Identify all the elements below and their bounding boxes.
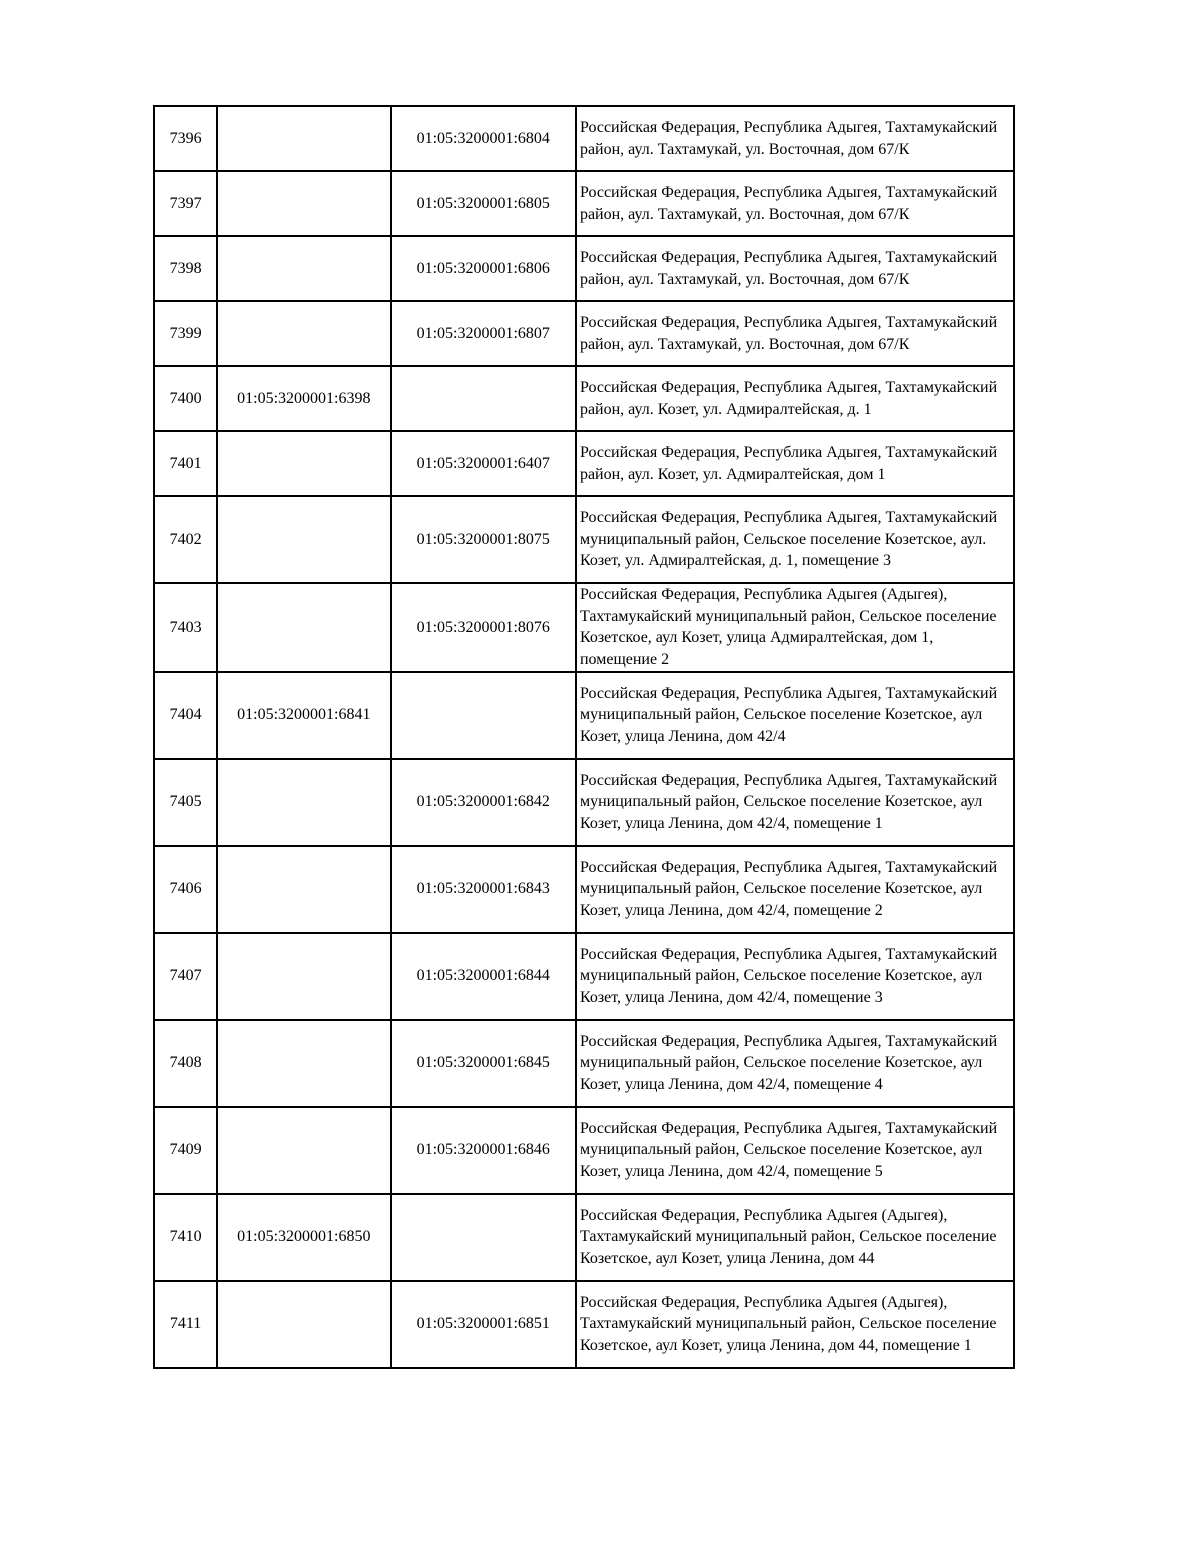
address-cell — [576, 1281, 1014, 1368]
land-cadastral-number-cell — [217, 496, 390, 583]
address-text: Российская Федерация, Республика Адыгея, Тахтамукайский район, аул. Козет, ул. Адмиралтейская, д. 1 — [579, 378, 998, 418]
table-row — [154, 431, 1014, 496]
address-cell — [576, 171, 1014, 236]
table-row — [154, 1107, 1014, 1194]
land-cadastral-number-cell: 01:05:3200001:6850 — [217, 1194, 390, 1281]
row-number-cell: 7409 — [154, 1107, 217, 1194]
land-cadastral-number-cell — [217, 846, 390, 933]
object-cadastral-number-cell: 01:05:3200001:6807 — [391, 301, 576, 366]
row-number-cell: 7402 — [154, 496, 217, 583]
address-text: Российская Федерация, Республика Адыгея, Тахтамукайский муниципальный район, Сельское поселение Козетское, аул Козет, улица Ленина, дом 42/4, помещение 3 — [579, 945, 998, 1007]
table-row — [154, 171, 1014, 236]
land-cadastral-number-cell: 01:05:3200001:6398 — [217, 366, 390, 431]
row-number-cell: 7404 — [154, 672, 217, 759]
table-row — [154, 583, 1014, 672]
address-text: Российская Федерация, Республика Адыгея, Тахтамукайский район, аул. Тахтамукай, ул. Восточная, дом 67/К — [579, 313, 998, 353]
object-cadastral-number-cell — [391, 366, 576, 431]
address-cell — [576, 583, 1014, 672]
row-number-cell: 7406 — [154, 846, 217, 933]
address-cell — [576, 236, 1014, 301]
registry-table — [153, 105, 1015, 1369]
table-row — [154, 933, 1014, 1020]
object-cadastral-number-cell: 01:05:3200001:6806 — [391, 236, 576, 301]
land-cadastral-number-cell — [217, 106, 390, 171]
address-text: Российская Федерация, Республика Адыгея, Тахтамукайский муниципальный район, Сельское поселение Козетское, аул Козет, улица Ленина, дом 42/4 — [579, 684, 998, 746]
address-text: Российская Федерация, Республика Адыгея, Тахтамукайский муниципальный район, Сельское поселение Козетское, аул Козет, улица Ленина, дом 42/4, помещение 1 — [579, 771, 998, 833]
row-number-cell: 7403 — [154, 583, 217, 672]
object-cadastral-number-cell: 01:05:3200001:6805 — [391, 171, 576, 236]
address-cell — [576, 846, 1014, 933]
land-cadastral-number-cell — [217, 1281, 390, 1368]
object-cadastral-number-cell: 01:05:3200001:6846 — [391, 1107, 576, 1194]
row-number-cell: 7407 — [154, 933, 217, 1020]
table-row — [154, 1281, 1014, 1368]
land-cadastral-number-cell — [217, 171, 390, 236]
object-cadastral-number-cell: 01:05:3200001:8075 — [391, 496, 576, 583]
address-cell — [576, 431, 1014, 496]
land-cadastral-number-cell — [217, 301, 390, 366]
address-text: Российская Федерация, Республика Адыгея, Тахтамукайский район, аул. Козет, ул. Адмиралтейская, дом 1 — [579, 443, 998, 483]
table-row — [154, 759, 1014, 846]
table-row — [154, 236, 1014, 301]
address-cell — [576, 1194, 1014, 1281]
row-number-cell: 7396 — [154, 106, 217, 171]
address-cell — [576, 106, 1014, 171]
table-row — [154, 366, 1014, 431]
land-cadastral-number-cell — [217, 236, 390, 301]
object-cadastral-number-cell: 01:05:3200001:6804 — [391, 106, 576, 171]
row-number-cell: 7408 — [154, 1020, 217, 1107]
land-cadastral-number-cell — [217, 1020, 390, 1107]
table-row — [154, 496, 1014, 583]
object-cadastral-number-cell: 01:05:3200001:6843 — [391, 846, 576, 933]
address-text: Российская Федерация, Республика Адыгея (Адыгея), Тахтамукайский муниципальный район, Сельское поселение Козетское, аул Козет, улица Ленина, дом 44 — [579, 1206, 997, 1268]
row-number-cell: 7398 — [154, 236, 217, 301]
row-number-cell: 7401 — [154, 431, 217, 496]
address-text: Российская Федерация, Республика Адыгея, Тахтамукайский муниципальный район, Сельское поселение Козетское, аул Козет, улица Ленина, дом 42/4, помещение 4 — [579, 1032, 998, 1094]
object-cadastral-number-cell: 01:05:3200001:6845 — [391, 1020, 576, 1107]
row-number-cell: 7399 — [154, 301, 217, 366]
land-cadastral-number-cell — [217, 759, 390, 846]
object-cadastral-number-cell: 01:05:3200001:6851 — [391, 1281, 576, 1368]
land-cadastral-number-cell — [217, 583, 390, 672]
address-cell — [576, 301, 1014, 366]
table-row — [154, 1194, 1014, 1281]
row-number-cell: 7405 — [154, 759, 217, 846]
address-cell — [576, 366, 1014, 431]
address-text: Российская Федерация, Республика Адыгея, Тахтамукайский район, аул. Тахтамукай, ул. Восточная, дом 67/К — [579, 248, 998, 288]
address-text: Российская Федерация, Республика Адыгея, Тахтамукайский муниципальный район, Сельское поселение Козетское, аул Козет, улица Ленина, дом 42/4, помещение 5 — [579, 1119, 998, 1181]
land-cadastral-number-cell — [217, 1107, 390, 1194]
table-row — [154, 301, 1014, 366]
object-cadastral-number-cell: 01:05:3200001:6407 — [391, 431, 576, 496]
land-cadastral-number-cell — [217, 933, 390, 1020]
address-cell — [576, 672, 1014, 759]
object-cadastral-number-cell: 01:05:3200001:6842 — [391, 759, 576, 846]
table-row — [154, 846, 1014, 933]
address-text: Российская Федерация, Республика Адыгея, Тахтамукайский район, аул. Тахтамукай, ул. Восточная, дом 67/К — [579, 118, 998, 158]
address-text: Российская Федерация, Республика Адыгея (Адыгея), Тахтамукайский муниципальный район, Сельское поселение Козетское, аул Козет, улица Ленина, дом 44, помещение 1 — [579, 1293, 997, 1355]
address-text: Российская Федерация, Республика Адыгея, Тахтамукайский район, аул. Тахтамукай, ул. Восточная, дом 67/К — [579, 183, 998, 223]
row-number-cell: 7397 — [154, 171, 217, 236]
address-cell — [576, 1020, 1014, 1107]
address-text: Российская Федерация, Республика Адыгея, Тахтамукайский муниципальный район, Сельское поселение Козетское, аул Козет, улица Ленина, дом 42/4, помещение 2 — [579, 858, 998, 920]
row-number-cell: 7410 — [154, 1194, 217, 1281]
row-number-cell: 7400 — [154, 366, 217, 431]
object-cadastral-number-cell: 01:05:3200001:6844 — [391, 933, 576, 1020]
table-row — [154, 106, 1014, 171]
object-cadastral-number-cell: 01:05:3200001:8076 — [391, 583, 576, 672]
object-cadastral-number-cell — [391, 1194, 576, 1281]
address-cell — [576, 496, 1014, 583]
address-cell — [576, 933, 1014, 1020]
row-number-cell: 7411 — [154, 1281, 217, 1368]
land-cadastral-number-cell — [217, 431, 390, 496]
land-cadastral-number-cell: 01:05:3200001:6841 — [217, 672, 390, 759]
address-text: Российская Федерация, Республика Адыгея, Тахтамукайский муниципальный район, Сельское поселение Козетское, аул. Козет, ул. Адмиралтейская, д. 1, помещение 3 — [579, 508, 998, 570]
table-row — [154, 672, 1014, 759]
object-cadastral-number-cell — [391, 672, 576, 759]
table-row — [154, 1020, 1014, 1107]
address-text: Российская Федерация, Республика Адыгея (Адыгея), Тахтамукайский муниципальный район, Сельское поселение Козетское, аул Козет, улица Адмиралтейская, дом 1, помещение 2 — [579, 586, 997, 669]
address-cell — [576, 1107, 1014, 1194]
address-cell — [576, 759, 1014, 846]
